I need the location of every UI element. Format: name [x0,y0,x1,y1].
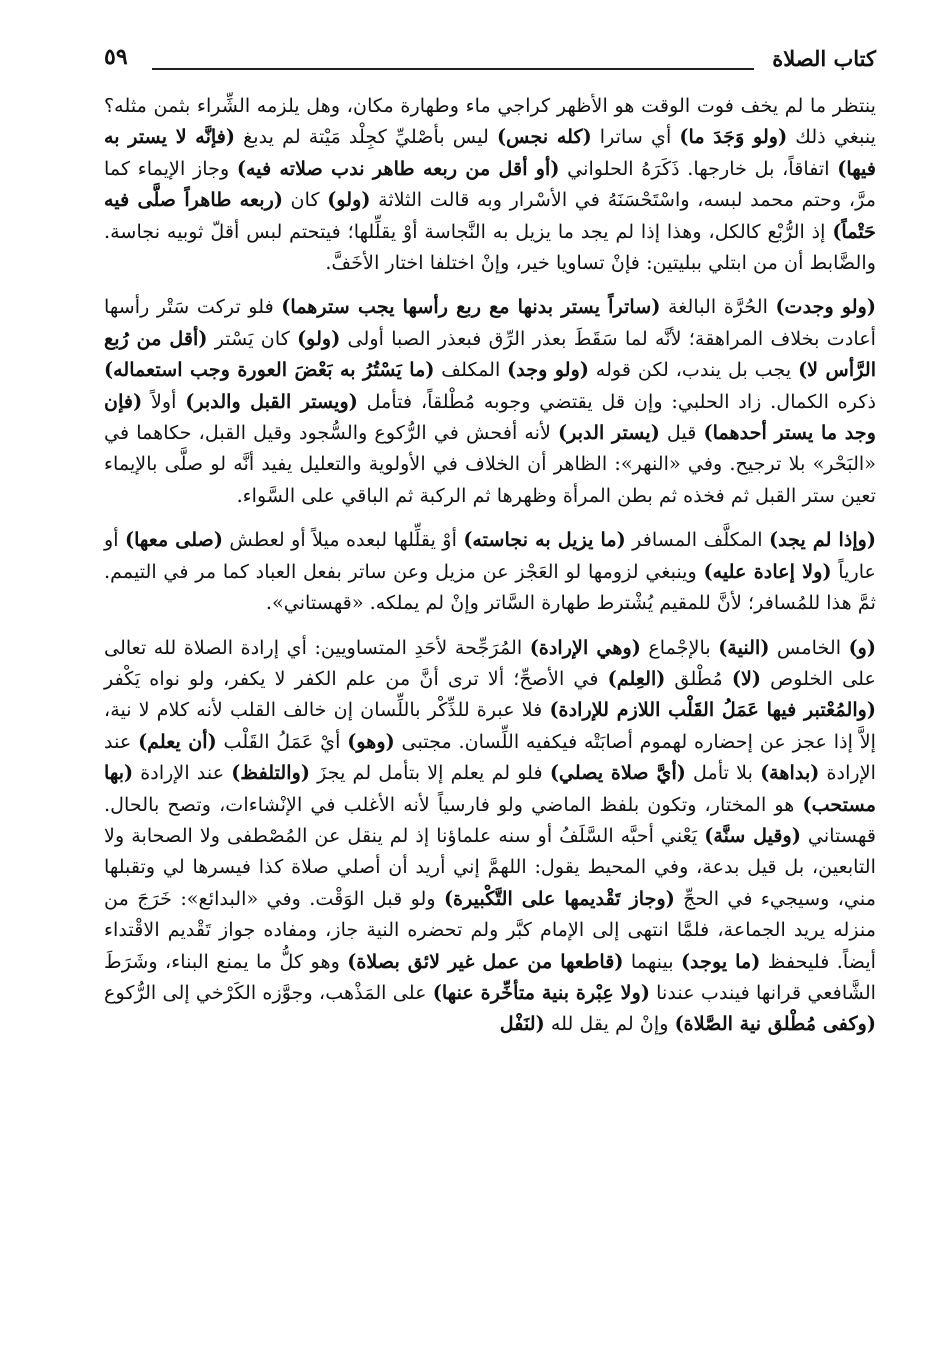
matn-text: (فإن وجد ما يستر أحدهما) [104,389,876,445]
matn-text: (وقيل سنَّة) [704,823,801,847]
sharh-text: يجب بل يندب، لكن قوله [588,358,799,382]
sharh-text: وينبغي لزومها لو العَجْز عن مزيل وعن ساتر بفعل العباد كما مر في التيمم. ثمَّ هذا للمُسافر؛ لأنَّ للمقيم يُشْترط طهارة السَّاتر وإنْ لم يملكه. «قهستاني». [104,559,876,615]
paragraph [104,632,876,1040]
paragraph [104,90,876,278]
matn-text: (وجاز تَقْديمها على التَّكْبيرة) [443,886,675,910]
sharh-text: فلا عبرة للذِّكْر باللِّسان إن خالف القلب لأنه كلام لا نية، إلاَّ إذا عجز عن إحضاره لهموم أصابَتْه فيكفيه اللِّسان. مجتبى [104,698,876,753]
sharh-text: وإنْ لم يقل لله [544,1012,675,1036]
matn-text: (وهي الإرادة) [529,635,641,659]
matn-text: (بها مستحب) [104,761,876,816]
sharh-text: المُرَجِّحة لأحَدِ المتساويين: أي إرادة الصلاة لله تعالى على الخلوص [104,635,876,690]
matn-text: (ولا إعادة عليه) [703,559,832,583]
matn-text: (أو أقل من ربعه طاهر ندب صلاته فيه) [236,156,560,180]
book-title: كتاب الصلاة [772,46,876,71]
matn-text: (ما يوجد) [680,949,761,973]
matn-text: (لا) [731,666,761,690]
sharh-text: الحُرَّة البالغة [660,295,776,319]
matn-text: (والتلفظ) [231,761,310,785]
sharh-text: فلو تركت سَتْر رأسها أعادت بخلاف المراهقة؛ لأنَّه لما سَقَطَ بعذر الرِّق فبعذر الصبا أولى [104,295,876,350]
matn-text: (ما يزيل به نجاسته) [463,528,626,552]
matn-text: (ويستر القبل والدبر) [185,389,358,413]
sharh-text: أي ساترا [591,125,680,149]
matn-text: (العِلم) [607,666,666,690]
sharh-text: إذ الرُّبْع كالكل، وهذا إذا لم يجد ما يزيل به النَّجاسة أوْ يقلِّلها؛ فيتحتم لبس أقلّ ثوبيه نجاسة. والضَّابط أن من ابتلي ببليتين: فإنْ تساويا خير، وإنْ اختلفا اختار الأخَفَّ. [104,219,876,275]
sharh-text: ينتظر ما لم يخف فوت الوقت هو الأظهر كراجي ماء وطهارة مكان، وهل يلزمه الشِّراء بثمن مثله؟ ينبغي ذلك [104,94,876,149]
matn-text: (ولا عِبْرة بنية متأخِّرة عنها) [432,980,650,1004]
matn-text: (وإذا لم يجد) [768,528,876,552]
matn-text: (ولو وَجَدَ ما) [679,125,788,149]
matn-text: (و) [848,635,877,659]
matn-text: (يستر الدبر) [558,421,660,445]
matn-text: (ولو) [327,188,371,212]
sharh-text: المكلَّف المسافر [625,528,769,552]
sharh-text: أو عارياً [104,528,877,583]
sharh-text: في الأصحِّ؛ ألا ترى أنَّ من علم الكفر لا يكفر، ولو نواه يَكْفر [104,666,608,690]
matn-text: (ولو) [297,326,341,350]
matn-text: (صلى معها) [125,528,224,552]
sharh-text: أوْ يقلِّلها لبعده ميلاً أو لعطش [223,528,464,552]
sharh-text: أولاً [142,389,186,413]
sharh-text: ولو قبل الوَقْت. وفي «البدائع»: خَرَجَ من منزله يريد الجماعة، فلمَّا انتهى إلى الإمام كبَّر ولم تحضره النية جاز، ومفاده جواز تَقْديم الاقْتداء أيضاً. فليحفظ [104,886,877,973]
matn-text: (فإنَّه لا يستر به فيها) [104,125,877,180]
sharh-text: وهو كلُّ ما يمنع البناء، وشَرَطَ الشَّافعي قرانها فيندب عندنا [104,949,876,1004]
sharh-text: أيْ عَمَلُ القَلْب [216,729,348,753]
paragraph [104,524,876,618]
matn-text: (قاطعها من عمل غير لائق بصلاة) [347,949,624,973]
sharh-text: على المَذْهب، وجوَّزه الكَرْخي إلى الرُّكوع [104,980,433,1004]
sharh-text: وجاز الإيماء كما مرَّ، وحتم محمد لبسه، واسْتَحْسَنَهُ في الأسْرار وبه قالت الثلاثة [104,156,876,212]
sharh-text: كان يَسْتر [207,326,298,350]
sharh-text: عند الإرادة [104,729,876,785]
matn-text: (لنَفْل [499,1012,545,1036]
sharh-text: عند الإرادة [133,761,232,785]
header-rule [152,68,754,70]
matn-text: (وكفى مُطْلق نية الصَّلاة) [674,1012,876,1036]
matn-text: (ولو وجدت) [775,295,876,319]
sharh-text: فلو لم يعلم إلا بتأمل لم يجزَ [309,761,550,785]
sharh-text: بلا تأمل [685,761,761,785]
sharh-text: يَعْني أحبَّه السَّلَفُ أو سنه علماؤنا إذ لم ينقل عن المُصْطفى ولا الصحابة ولا التابعين، بل قيل بدعة، وفي المحيط يقول: اللهمَّ إني أريد أن أصلي صلاة كذا فيسرها لي وتقبلها مني، وسيجيء في الحجِّ [104,823,876,910]
matn-text: (ربعه طاهراً صلَّى فيه حَتْماً) [104,188,876,243]
matn-text: (والمُعْتبر فيها عَمَلُ القَلْب اللازم للإرادة) [549,698,876,722]
paragraph [104,291,876,511]
matn-text: (أن يعلم) [138,729,217,753]
matn-text: (أيَّ صلاة يصلي) [549,761,686,785]
matn-text: (النية) [718,635,770,659]
sharh-text: بالإجْماع [640,635,719,659]
matn-text: (كله نجس) [496,125,592,149]
matn-text: (ساتراً يستر بدنها مع ربع رأسها يجب سترهما) [281,295,661,319]
sharh-text: قيل [659,421,704,445]
running-header [104,44,876,84]
sharh-text: اتفاقاً، بل خارجها. ذَكَرَهُ الحلواني [559,156,838,180]
sharh-text: هو المختار، وتكون بلفظ الماضي ولو فارسياً لأنه الأغلب في الإنْشاءات، وتصح بالحال. قهستاني [104,792,876,847]
sharh-text: لأنه أفحش في الرُّكوع والسُّجود وقيل القبل، حكاهما في «البَحْر» بلا ترجيح. وفي «النهر»: الظاهر أن الخلاف في الأولوية والتعليل يفيد أنَّه لو صلَّى بالإيماء تعين ستر القبل ثم فخذه ثم بطن المرأة وظهرها ثم الركبة ثم الباقي على السَّواء. [104,421,876,507]
matn-text: (وهو) [347,729,395,753]
page-body [104,90,876,1053]
sharh-text: مُطْلق [665,666,732,690]
sharh-text: ليس بأصْليِّ كجِلْد مَيْتة لم يدبغ [235,125,497,149]
sharh-text: ذكره الكمال. زاد الحلبي: وإن قل يقتضي وجوبه مُطْلقاً، فتأمل [357,389,876,413]
matn-text: (ولو وجد) [507,358,589,382]
sharh-text: الخامس [769,635,849,659]
matn-text: (بداهة) [760,761,820,785]
matn-text: (أقل من رُبع الرَّأس لا) [104,326,877,382]
sharh-text: كان [282,188,328,212]
page-number: ٥٩ [104,44,128,70]
sharh-text: المكلف [434,358,508,382]
sharh-text: بينهما [623,949,681,973]
matn-text: (ما يَسْتُرُ به بَعْضَ العورة وجب استعماله) [104,358,435,382]
